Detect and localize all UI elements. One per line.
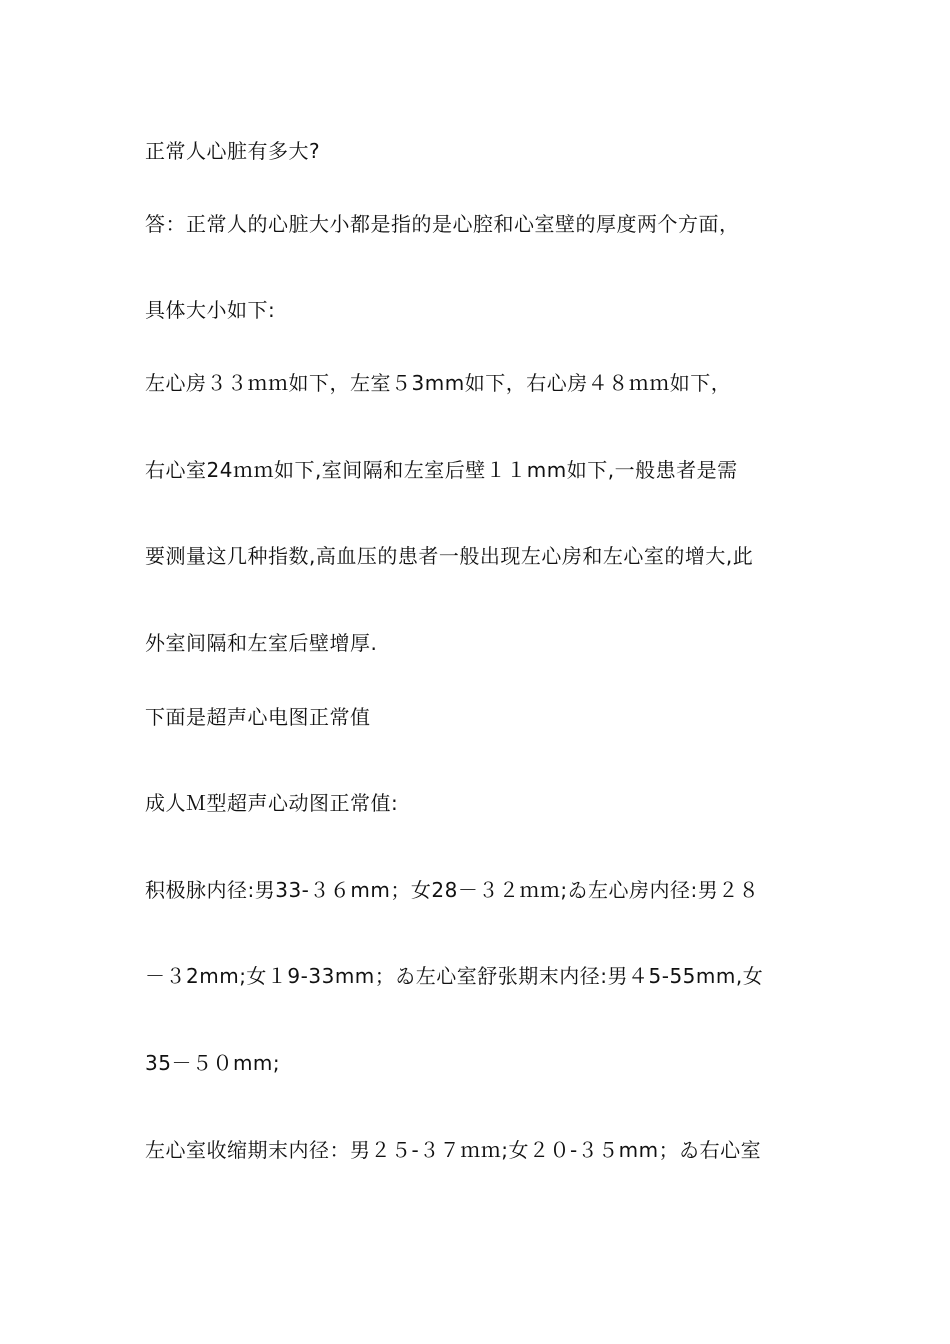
paragraph-line: 积极脉内径:男33-３６mm；女28－３２ｍｍ;ゐ左心房内径:男２８ xyxy=(145,878,760,902)
paragraph-line: 外室间隔和左室后壁增厚. xyxy=(145,631,378,655)
section-subheading: 成人Ｍ型超声心动图正常值: xyxy=(145,791,399,815)
paragraph-line: －３2mm;女１9-33mm；ゐ左心室舒张期末内径:男４5-55mm,女 xyxy=(145,964,764,988)
paragraph-line: 右心室24ｍｍ如下,室间隔和左室后壁１１mm如下,一般患者是需 xyxy=(145,458,738,482)
paragraph-line: 左心房３３ｍｍ如下，左室５3mm如下，右心房４８ｍｍ如下， xyxy=(145,371,732,395)
paragraph-line: 答：正常人的心脏大小都是指的是心腔和心室壁的厚度两个方面， xyxy=(145,212,740,236)
paragraph-line: 要测量这几种指数,高血压的患者一般出现左心房和左心室的增大,此 xyxy=(145,544,754,568)
section-heading: 下面是超声心电图正常值 xyxy=(145,705,371,729)
paragraph-line: 35－５０mm; xyxy=(145,1051,281,1075)
document-title: 正常人心脏有多大? xyxy=(145,139,321,163)
paragraph-line: 左心室收缩期末内径：男２５-３７ｍｍ;女２０-３５mm；ゐ右心室 xyxy=(145,1138,762,1162)
paragraph-line: 具体大小如下: xyxy=(145,298,276,322)
